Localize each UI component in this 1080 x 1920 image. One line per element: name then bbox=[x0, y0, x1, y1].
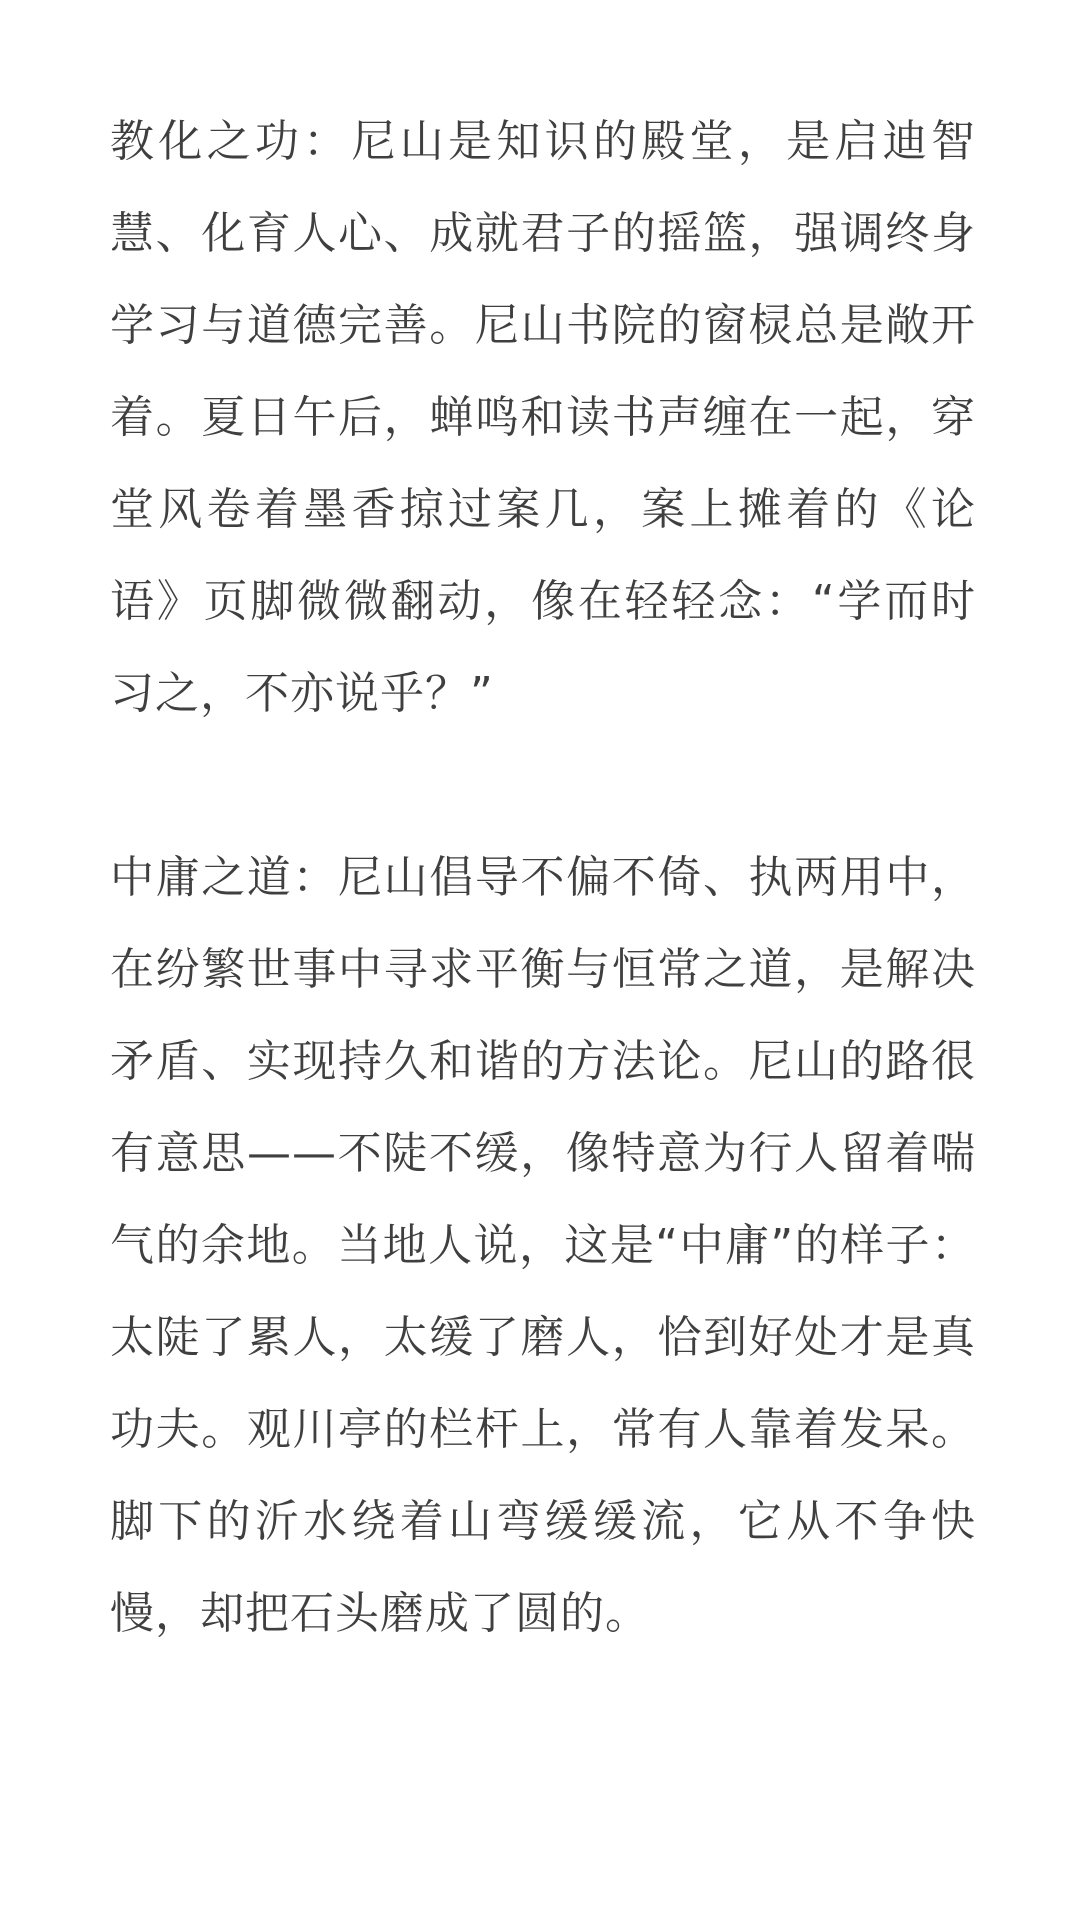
paragraph-jiaohua: 教化之功：尼山是知识的殿堂，是启迪智慧、化育人心、成就君子的摇篮，强调终身学习与道德完善。尼山书院的窗棂总是敞开着。夏日午后，蝉鸣和读书声缠在一起，穿堂风卷着墨香掠过案几，案上摊着的《论语》页脚微微翻动，像在轻轻念：“学而时习之，不亦说乎？” bbox=[110, 116, 976, 719]
paragraph-zhongyong: 中庸之道：尼山倡导不偏不倚、执两用中，在纷繁世事中寻求平衡与恒常之道，是解决矛盾、实现持久和谐的方法论。尼山的路很有意思——不陡不缓，像特意为行人留着喘气的余地。当地人说，这是“中庸”的样子：太陡了累人，太缓了磨人，恰到好处才是真功夫。观川亭的栏杆上，常有人靠着发呆。脚下的沂水绕着山弯缓缓流，它从不争快慢，却把石头磨成了圆的。 bbox=[110, 852, 976, 1639]
article-body bbox=[110, 96, 976, 1660]
